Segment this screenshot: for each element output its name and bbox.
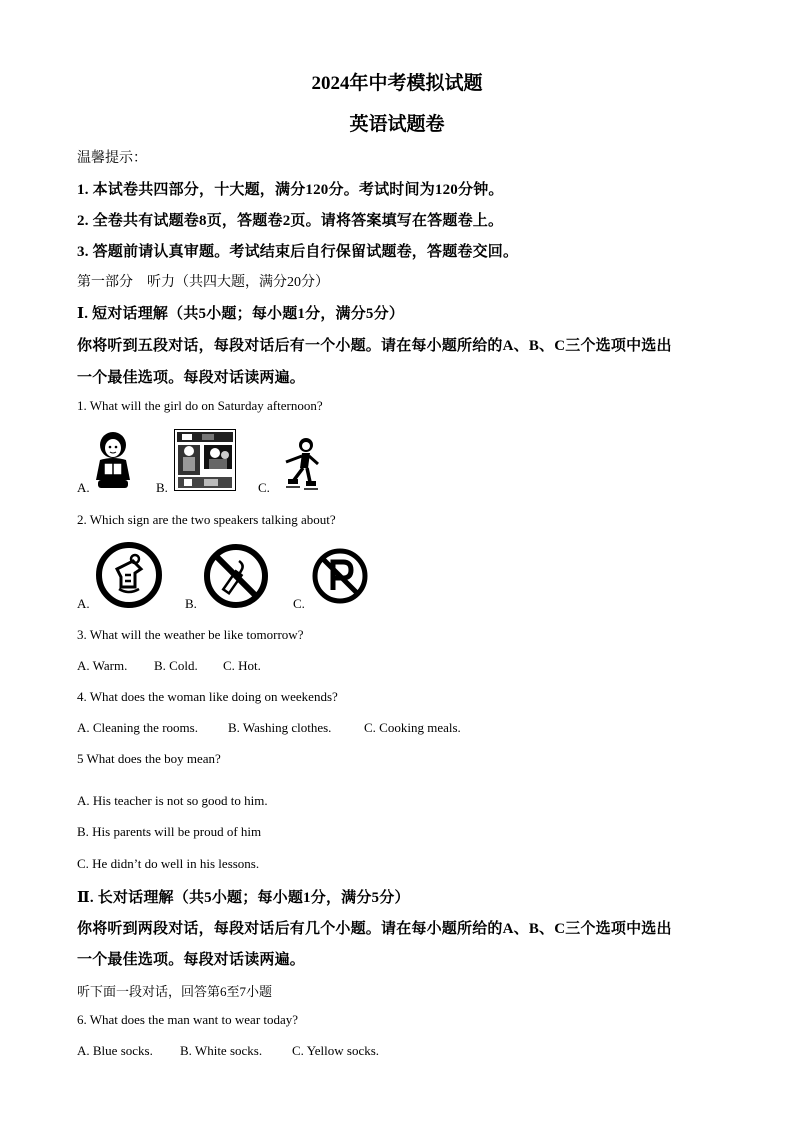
exam-subtitle: 英语试题卷	[349, 114, 445, 135]
q5-option-a: A. His teacher is not so good to him.	[77, 793, 268, 808]
tip-item-2: 2. 全卷共有试题卷8页，答题卷2页。请将答案填写在答题卷上。	[77, 213, 504, 229]
question-4-text: 4. What does the woman like doing on weekends?	[77, 689, 338, 704]
q4-option-c: C. Cooking meals.	[364, 720, 461, 735]
section1-heading: Ⅰ. 短对话理解（共5小题；每小题1分，满分5分）	[77, 306, 405, 322]
listen-prompt: 听下面一段对话，回答第6至7小题	[77, 984, 273, 999]
section2-instruction-line1: 你将听到两段对话，每段对话后有几个小题。请在每小题所给的A、B、C三个选项中选出	[77, 921, 672, 937]
q6-option-c: C. Yellow socks.	[292, 1043, 380, 1058]
question-6-text: 6. What does the man want to wear today?	[77, 1012, 299, 1027]
q3-options	[77, 658, 261, 674]
q1-option-c-label: C.	[258, 480, 270, 495]
no-smoking-sign-icon	[203, 543, 269, 609]
q1-option-a-label: A.	[77, 480, 90, 495]
q2-option-a-label: A.	[77, 596, 90, 611]
q4-option-a: A. Cleaning the rooms.	[77, 720, 198, 735]
girl-reading-icon	[92, 430, 134, 490]
q6-option-b: B. White socks.	[180, 1043, 263, 1058]
q3-option-a: A. Warm.	[77, 658, 128, 673]
family-photo	[174, 429, 236, 491]
q6-options	[77, 1043, 379, 1059]
exam-title: 2024年中考模拟试题	[311, 73, 483, 94]
q5-option-b: B. His parents will be proud of him	[77, 824, 262, 839]
q3-option-c: C. Hot.	[223, 658, 261, 673]
section1-instruction-line1: 你将听到五段对话，每段对话后有一个小题。请在每小题所给的A、B、C三个选项中选出	[77, 338, 672, 354]
q4-option-b: B. Washing clothes.	[228, 720, 332, 735]
q1-option-b-label: B.	[156, 480, 168, 495]
q2-option-c-label: C.	[293, 596, 305, 611]
section2-instruction-line2: 一个最佳选项。每段对话读两遍。	[77, 952, 306, 968]
tip-item-3: 3. 答题前请认真审题。考试结束后自行保留试题卷，答题卷交回。	[77, 244, 519, 260]
section1-instruction-line2: 一个最佳选项。每段对话读两遍。	[77, 370, 306, 386]
question-5-text: 5 What does the boy mean?	[77, 751, 221, 766]
question-2-text: 2. Which sign are the two speakers talking about?	[77, 512, 336, 527]
question-3-text: 3. What will the weather be like tomorrow?	[77, 627, 304, 642]
q6-option-a: A. Blue socks.	[77, 1043, 153, 1058]
no-parking-sign-icon	[311, 547, 369, 605]
no-swimming-sign-icon	[95, 541, 163, 609]
part1-heading: 第一部分 听力（共四大题，满分20分）	[77, 275, 329, 290]
question-1-text: 1. What will the girl do on Saturday afternoon?	[77, 398, 323, 413]
tip-item-1: 1. 本试卷共四部分，十大题，满分120分。考试时间为120分钟。	[77, 182, 504, 198]
q3-option-b: B. Cold.	[154, 658, 198, 673]
tips-heading: 温馨提示：	[77, 151, 147, 166]
q5-option-c: C. He didn’t do well in his lessons.	[77, 856, 260, 871]
q2-option-b-label: B.	[185, 596, 197, 611]
q4-options	[77, 720, 461, 736]
skating-figure-icon	[276, 436, 322, 490]
section2-heading: Ⅱ. 长对话理解（共5小题；每小题1分，满分5分）	[77, 890, 410, 906]
